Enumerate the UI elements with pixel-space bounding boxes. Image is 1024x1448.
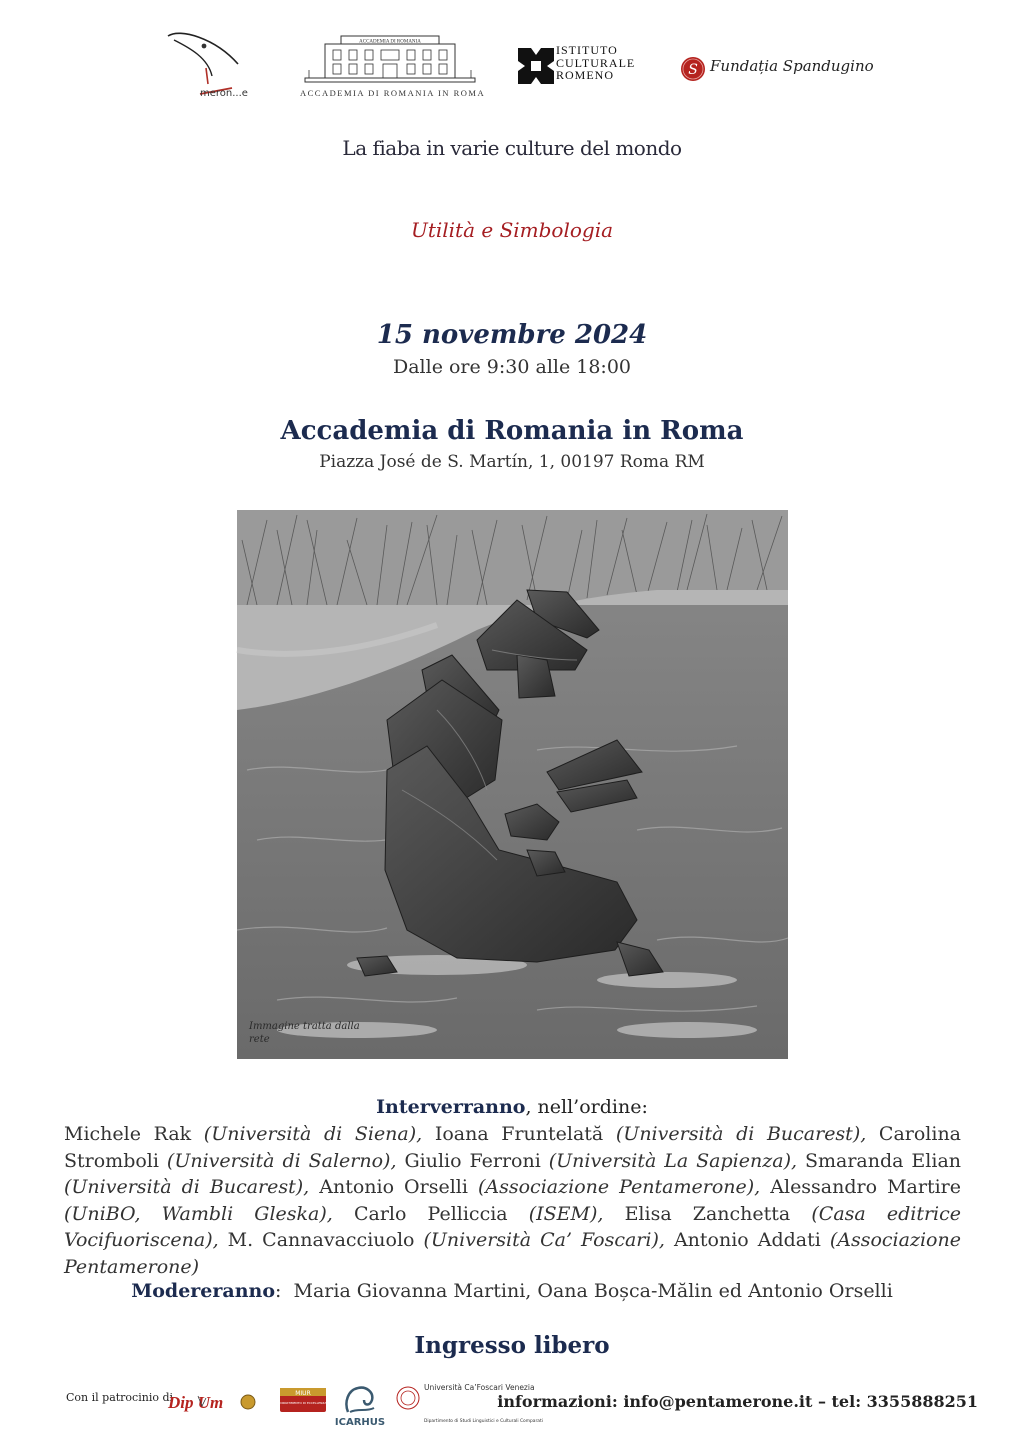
venue-name: Accademia di Romania in Roma — [280, 416, 744, 446]
meron-logo-text: meron...e — [200, 88, 248, 99]
building-sign: ACCADEMIA DI ROMANIA — [359, 39, 421, 45]
spandugino-seal-icon — [680, 56, 706, 82]
moderators-label: Modereranno — [131, 1280, 276, 1302]
speaker-name: Carlo Pelliccia — [353, 1202, 508, 1225]
icr-cross-icon — [518, 48, 554, 84]
speakers-heading — [0, 1096, 1024, 1118]
icr-line-1: ISTITUTO — [556, 43, 618, 57]
page-subtitle: Utilità e Simbologia — [410, 218, 614, 242]
ca-foscari-text — [424, 1383, 535, 1392]
dipsum-logo-icon — [167, 1393, 255, 1412]
speaker-name: Elisa Zanchetta — [624, 1202, 791, 1225]
speaker-name: Alessandro Martire — [770, 1176, 961, 1198]
icr-logo — [516, 44, 646, 88]
speaker-affiliation: (Università Ca’ Foscari), — [423, 1229, 665, 1251]
speakers-heading-rest: , nell’ordine: — [525, 1096, 648, 1118]
speaker-affiliation: (Associazione Pentamerone) — [64, 1229, 961, 1278]
speaker-name: Smaranda Elian — [804, 1149, 962, 1172]
building-icon — [305, 30, 475, 86]
icarhus-logo-icon — [335, 1388, 385, 1428]
speaker-affiliation: (Associazione Pentamerone), — [477, 1176, 761, 1198]
speaker-name: Carolina Stromboli — [64, 1123, 962, 1172]
speaker-affiliation: (UniBO, Wambli Gleska), — [64, 1202, 333, 1225]
speaker-affiliation: (Università di Siena), — [203, 1123, 423, 1145]
speakers-list — [64, 1121, 961, 1280]
icr-line-3: ROMENO — [556, 68, 615, 82]
river-rocks-image — [237, 510, 788, 1059]
patron-logos — [168, 1382, 543, 1428]
dipsum-logo-text: Dip Um — [168, 1393, 224, 1412]
spandugino-logo — [678, 52, 878, 86]
meron-logo — [160, 28, 250, 108]
speaker-name: Michele Rak — [64, 1123, 192, 1145]
speaker-name: Giulio Ferroni — [404, 1149, 541, 1172]
icr-line-2: CULTURALE — [556, 55, 636, 70]
event-hours: Dalle ore 9:30 alle 18:00 — [392, 356, 632, 378]
event-date: 15 novembre 2024 — [376, 320, 648, 350]
speaker-affiliation: (Università di Bucarest), — [64, 1176, 310, 1198]
miur-badge-icon — [279, 1388, 327, 1412]
page-title: La fiaba in varie culture del mondo — [342, 136, 682, 160]
miur-badge-subtext: DIPARTIMENTO DI ECCELLENZA — [279, 1401, 327, 1405]
photo-caption: Immagine tratta dalla rete — [249, 1021, 360, 1045]
venue-address: Piazza José de S. Martín, 1, 00197 Roma RM — [319, 452, 705, 472]
speaker-affiliation: (Università di Salerno), — [166, 1149, 397, 1172]
ca-foscari-department: Dipartimento di Studi Linguistici e Culturali Comparati — [424, 1419, 543, 1424]
moderators-line: Modereranno: Maria Giovanna Martini, Oana Boșca-Mălin ed Antonio Orselli — [131, 1280, 893, 1302]
spandugino-seal-letter: S — [688, 62, 698, 78]
free-entry-notice: Ingresso libero — [414, 1332, 610, 1359]
speakers-heading-bold: Interverranno — [376, 1096, 526, 1118]
speaker-affiliation: (Università di Bucarest), — [615, 1123, 867, 1145]
speaker-name: Antonio Addati — [673, 1229, 821, 1251]
miur-badge-text: MIUR — [295, 1390, 311, 1397]
moderators-names: Maria Giovanna Martini, Oana Boșca-Mălin ed Antonio Orselli — [293, 1280, 893, 1302]
speaker-affiliation: (Università La Sapienza), — [548, 1149, 798, 1172]
speaker-name: M. Cannavacciuolo — [227, 1229, 415, 1251]
contact-info: informazioni: info@pentamerone.it – tel: 3355888251 — [497, 1392, 978, 1411]
speaker-affiliation: (Casa editrice Vocifuoriscena), — [64, 1202, 961, 1251]
patronage-label: Con il patrocinio di — [66, 1391, 174, 1404]
accademia-logo-text: ACCADEMIA DI ROMANIA IN ROMA — [300, 88, 486, 98]
speaker-affiliation: (ISEM), — [528, 1202, 604, 1225]
speaker-name: Ioana Fruntelată — [434, 1123, 604, 1145]
accademia-logo — [300, 30, 486, 102]
icarhus-logo-text: ICARHUS — [334, 1417, 386, 1428]
speaker-name: Antonio Orselli — [319, 1176, 468, 1198]
river-rocks-photo — [237, 510, 788, 1059]
spandugino-logo-text: Fundația Spandugino — [710, 57, 874, 75]
ca-foscari-dept-text — [424, 1418, 543, 1424]
ca-foscari-university: Università Ca’Foscari Venezia — [424, 1383, 535, 1392]
patron-logos-graphic — [168, 1382, 543, 1428]
